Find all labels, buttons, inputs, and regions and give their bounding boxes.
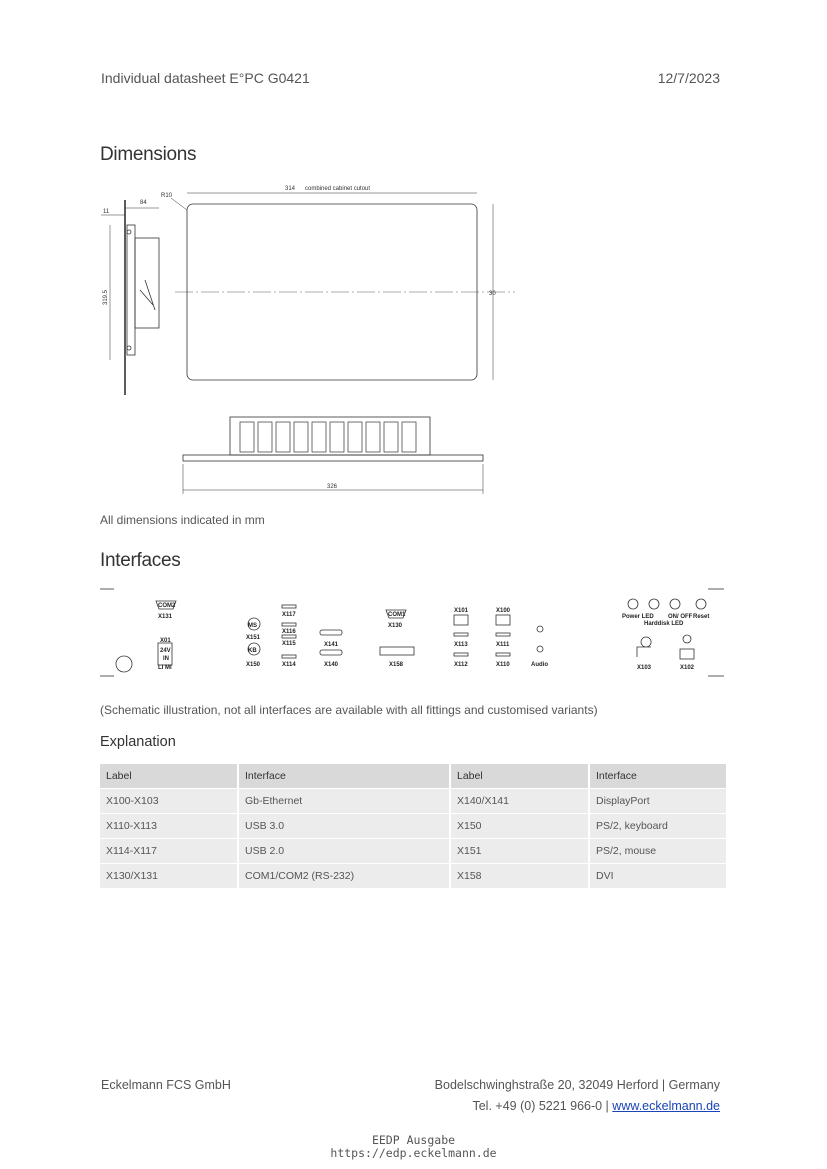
cell-label: X114-X117: [100, 839, 239, 864]
footer-contact: [472, 1099, 720, 1113]
footer-website-link[interactable]: www.eckelmann.de: [612, 1099, 720, 1113]
cell-interface: DisplayPort: [590, 789, 728, 814]
explanation-heading: Explanation: [100, 734, 176, 750]
dim-cutout-label: combined cabinet cutout: [305, 186, 371, 192]
label-24v: 24V: [160, 648, 171, 654]
table-row: [100, 814, 728, 839]
label-limi: LI MI: [158, 665, 172, 671]
col-label-2: Label: [451, 764, 590, 789]
footer-company: Eckelmann FCS GmbH: [101, 1078, 231, 1092]
label-x112: X112: [454, 662, 468, 668]
cell-interface: COM1/COM2 (RS-232): [239, 864, 451, 889]
label-onoff: ON/ OFF: [668, 614, 693, 620]
document-title: Individual datasheet E°PC G0421: [101, 70, 310, 86]
label-x102: X102: [680, 665, 695, 671]
interfaces-drawing: [100, 585, 726, 680]
label-x117: X117: [282, 612, 296, 618]
cell-label: X150: [451, 814, 590, 839]
label-x158: X158: [389, 662, 404, 668]
dim-319-5-label: 319.5: [103, 289, 109, 305]
dim-30-label: 30: [489, 291, 496, 297]
cell-interface: Gb-Ethernet: [239, 789, 451, 814]
label-ms: MS: [248, 623, 257, 629]
cell-label: X140/X141: [451, 789, 590, 814]
cell-label: X130/X131: [100, 864, 239, 889]
table-row: [100, 864, 728, 889]
dimensions-note: All dimensions indicated in mm: [100, 513, 265, 527]
dim-11-label: 11: [103, 209, 110, 215]
label-harddisk-led: Harddisk LED: [644, 621, 684, 627]
label-x01: X01: [160, 638, 171, 644]
label-x115: X115: [282, 641, 296, 647]
label-x100: X100: [496, 608, 511, 614]
cell-interface: USB 2.0: [239, 839, 451, 864]
interfaces-heading: Interfaces: [100, 550, 181, 571]
label-x113: X113: [454, 642, 468, 648]
eedp-edition: EEDP Ausgabe: [371, 1133, 456, 1147]
label-x141: X141: [324, 642, 339, 648]
cell-label: X100-X103: [100, 789, 239, 814]
col-interface-1: Interface: [239, 764, 451, 789]
col-label-1: Label: [100, 764, 239, 789]
dim-314-label: 314: [285, 186, 296, 192]
cell-interface: USB 3.0: [239, 814, 451, 839]
label-kb: KB: [248, 648, 257, 654]
label-x140: X140: [324, 662, 339, 668]
label-x131: X131: [158, 614, 173, 620]
cell-interface: PS/2, mouse: [590, 839, 728, 864]
label-reset: Reset: [693, 614, 710, 620]
cell-label: X158: [451, 864, 590, 889]
label-x151: X151: [246, 635, 261, 641]
cell-interface: DVI: [590, 864, 728, 889]
cell-interface: PS/2, keyboard: [590, 814, 728, 839]
label-x110: X110: [496, 662, 510, 668]
label-x114: X114: [282, 662, 296, 668]
cell-label: X151: [451, 839, 590, 864]
dim-326-label: 326: [327, 484, 338, 490]
document-date: 12/7/2023: [657, 70, 720, 86]
label-x130: X130: [388, 623, 403, 629]
label-x150: X150: [246, 662, 261, 668]
label-in: IN: [163, 656, 169, 662]
label-com1: COM1: [388, 612, 406, 618]
col-interface-2: Interface: [590, 764, 728, 789]
dimensions-drawing: [95, 180, 525, 500]
label-audio: Audio: [531, 662, 548, 668]
footer-address: Bodelschwinghstraße 20, 32049 Herford | Germany: [434, 1078, 720, 1092]
dimensions-heading: Dimensions: [100, 144, 197, 165]
table-row: [100, 789, 728, 814]
dim-r10-label: R10: [161, 193, 173, 199]
label-x101: X101: [454, 608, 469, 614]
footer-tel: Tel. +49 (0) 5221 966-0 |: [472, 1099, 609, 1113]
label-x116: X116: [282, 629, 296, 635]
cell-label: X110-X113: [100, 814, 239, 839]
label-x103: X103: [637, 665, 652, 671]
eedp-url: https://edp.eckelmann.de: [330, 1146, 497, 1160]
table-header-row: [100, 764, 728, 789]
interfaces-note: (Schematic illustration, not all interfaces are available with all fittings and customised variants): [100, 703, 598, 717]
table-row: [100, 839, 728, 864]
label-power-led: Power LED: [622, 614, 654, 620]
explanation-table: [100, 764, 728, 889]
label-x111: X111: [496, 642, 510, 648]
eedp-footer: [0, 1134, 827, 1160]
dim-84-label: 84: [140, 200, 147, 206]
label-com2: COM2: [158, 603, 176, 609]
